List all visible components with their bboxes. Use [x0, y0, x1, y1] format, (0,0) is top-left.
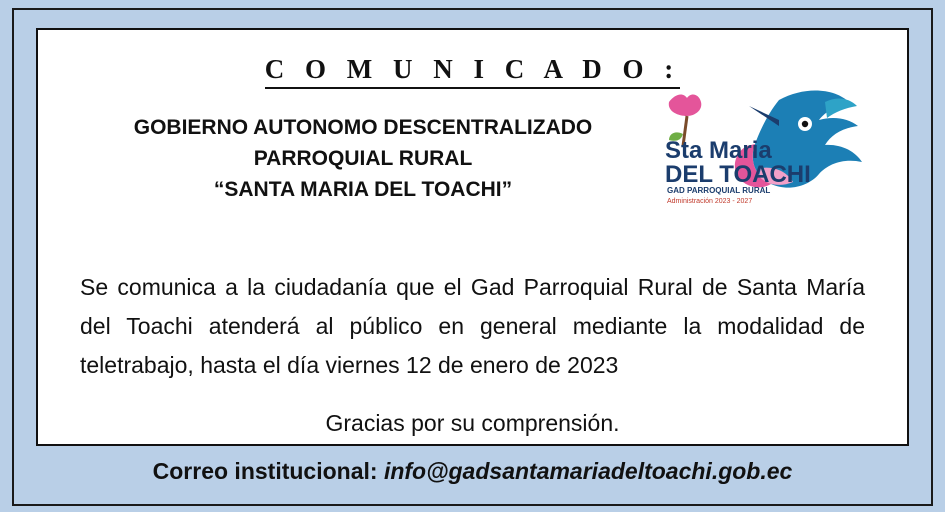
footer-contact — [36, 458, 909, 485]
announcement-body — [80, 268, 865, 385]
logo-line-2: DEL TOACHI — [665, 161, 811, 188]
poster-inner-card — [36, 28, 909, 446]
thanks-text: Gracias por su comprensión. — [325, 410, 620, 436]
page-title: C O M U N I C A D O : — [265, 54, 681, 89]
logo-line-4: Administración 2023 - 2027 — [667, 198, 753, 205]
organization-line-2: PARROQUIAL RURAL — [253, 147, 473, 170]
hummingbird-logo — [629, 72, 879, 212]
organization-line-1: GOBIERNO AUTONOMO DESCENTRALIZADO — [133, 116, 593, 139]
institutional-email[interactable]: info@gadsantamariadeltoachi.gob.ec — [383, 458, 793, 484]
logo-line-1: Sta Maria — [665, 137, 772, 164]
poster-outer-frame — [12, 8, 933, 506]
organization-line-3: “SANTA MARIA DEL TOACHI” — [213, 178, 513, 201]
footer-label: Correo institucional: — [152, 458, 378, 484]
logo-line-3: GAD PARROQUIAL RURAL — [667, 186, 771, 195]
organization-name — [78, 112, 648, 205]
announcement-paragraph: Se comunica a la ciudadanía que el Gad Parroquial Rural de Santa María del Toachi atenderá al público en general mediante la modalidad de teletrabajo, hasta el día viernes 12 de enero de 2023 — [80, 274, 865, 378]
